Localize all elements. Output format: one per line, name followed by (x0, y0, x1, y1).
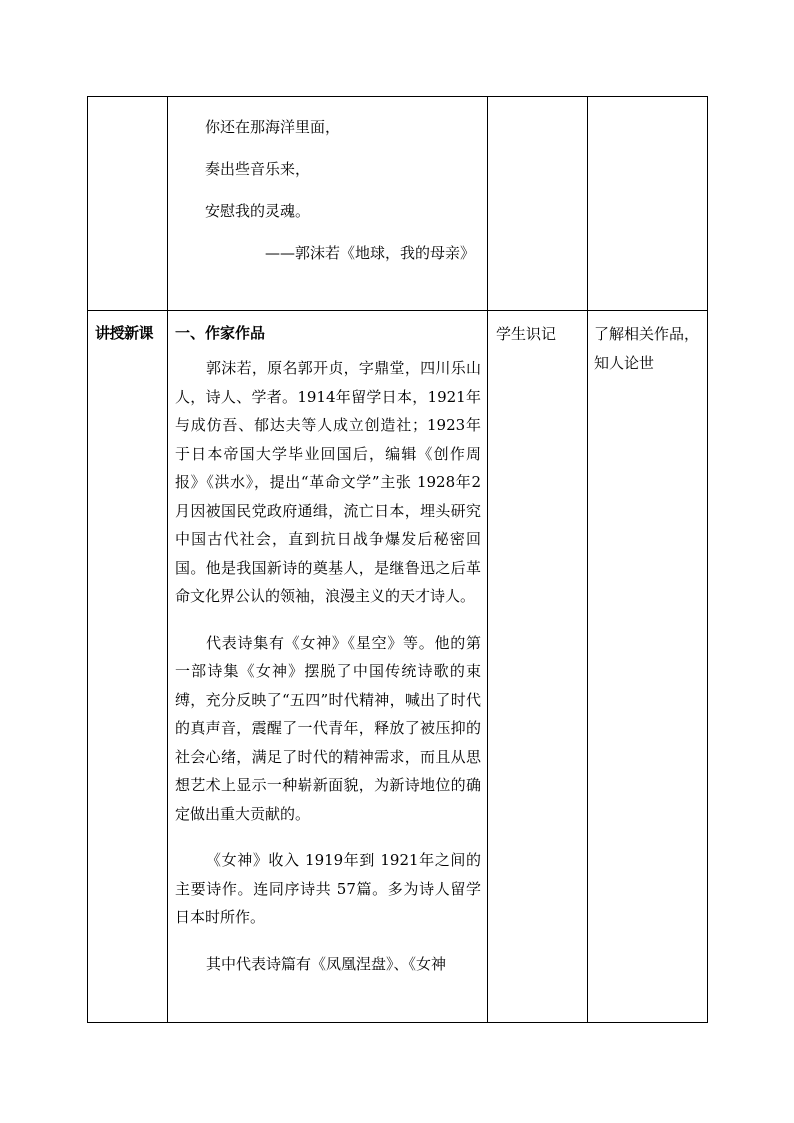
student-activity-cell (488, 311, 588, 1023)
section-label: 讲授新课 (95, 324, 154, 342)
poem-line: 奏出些音乐来， (205, 160, 311, 178)
design-intent-cell (588, 311, 708, 1023)
section-heading: 一、作家作品 (175, 324, 266, 342)
teaching-row (88, 311, 708, 1023)
content-paragraph: 其中代表诗篇有《凤凰涅盘》、《女神 (206, 954, 447, 973)
content-paragraph: 代表诗集有《女神》《星空》等。他的第一部诗集《女神》摆脱了中国传统诗歌的束缚，充分反映了“五四”时代精神，喊出了时代的真声音，震醒了一代青年，释放了被压抑的社会心绪，满足了时代的精神需求，而且从思想艺术上显示一种崭新面貌，为新诗地位的确定做出重大贡献的。 (175, 633, 481, 823)
empty-activity-cell (488, 97, 588, 311)
poem-line: 安慰我的灵魂。 (205, 202, 311, 220)
empty-label-cell (88, 97, 168, 311)
design-intent: 了解相关作品，知人论世 (594, 325, 700, 372)
lesson-plan-table (87, 96, 708, 1023)
student-activity: 学生识记 (496, 325, 557, 343)
content-cell (168, 311, 488, 1023)
content-paragraph: 郭沫若，原名郭开贞，字鼎堂，四川乐山人，诗人、学者。1914年留学日本，1921年与成仿吾、郁达夫等人成立创造社；1923年于日本帝国大学毕业回国后，编辑《创作周报》《洪水》，提出“革命文学”主张 1928年2月因被国民党政府通缉，流亡日本，埋头研究中国古代社会，直到抗日战争爆发后秘密回国。他是我国新诗的奠基人，是继鲁迅之后革命文化界公认的领袖，浪漫主义的天才诗人。 (175, 359, 481, 605)
poem-row (88, 97, 708, 311)
poem-cell (168, 97, 488, 311)
section-label-cell (88, 311, 168, 1023)
empty-intent-cell (588, 97, 708, 311)
content-paragraph: 《女神》收入 1919年到 1921年之间的主要诗作。连同序诗共 57篇。多为诗人留学日本时所作。 (175, 851, 481, 926)
poem-line: 你还在那海洋里面， (205, 118, 341, 136)
poem-signature: ——郭沫若《地球，我的母亲》 (264, 244, 475, 262)
